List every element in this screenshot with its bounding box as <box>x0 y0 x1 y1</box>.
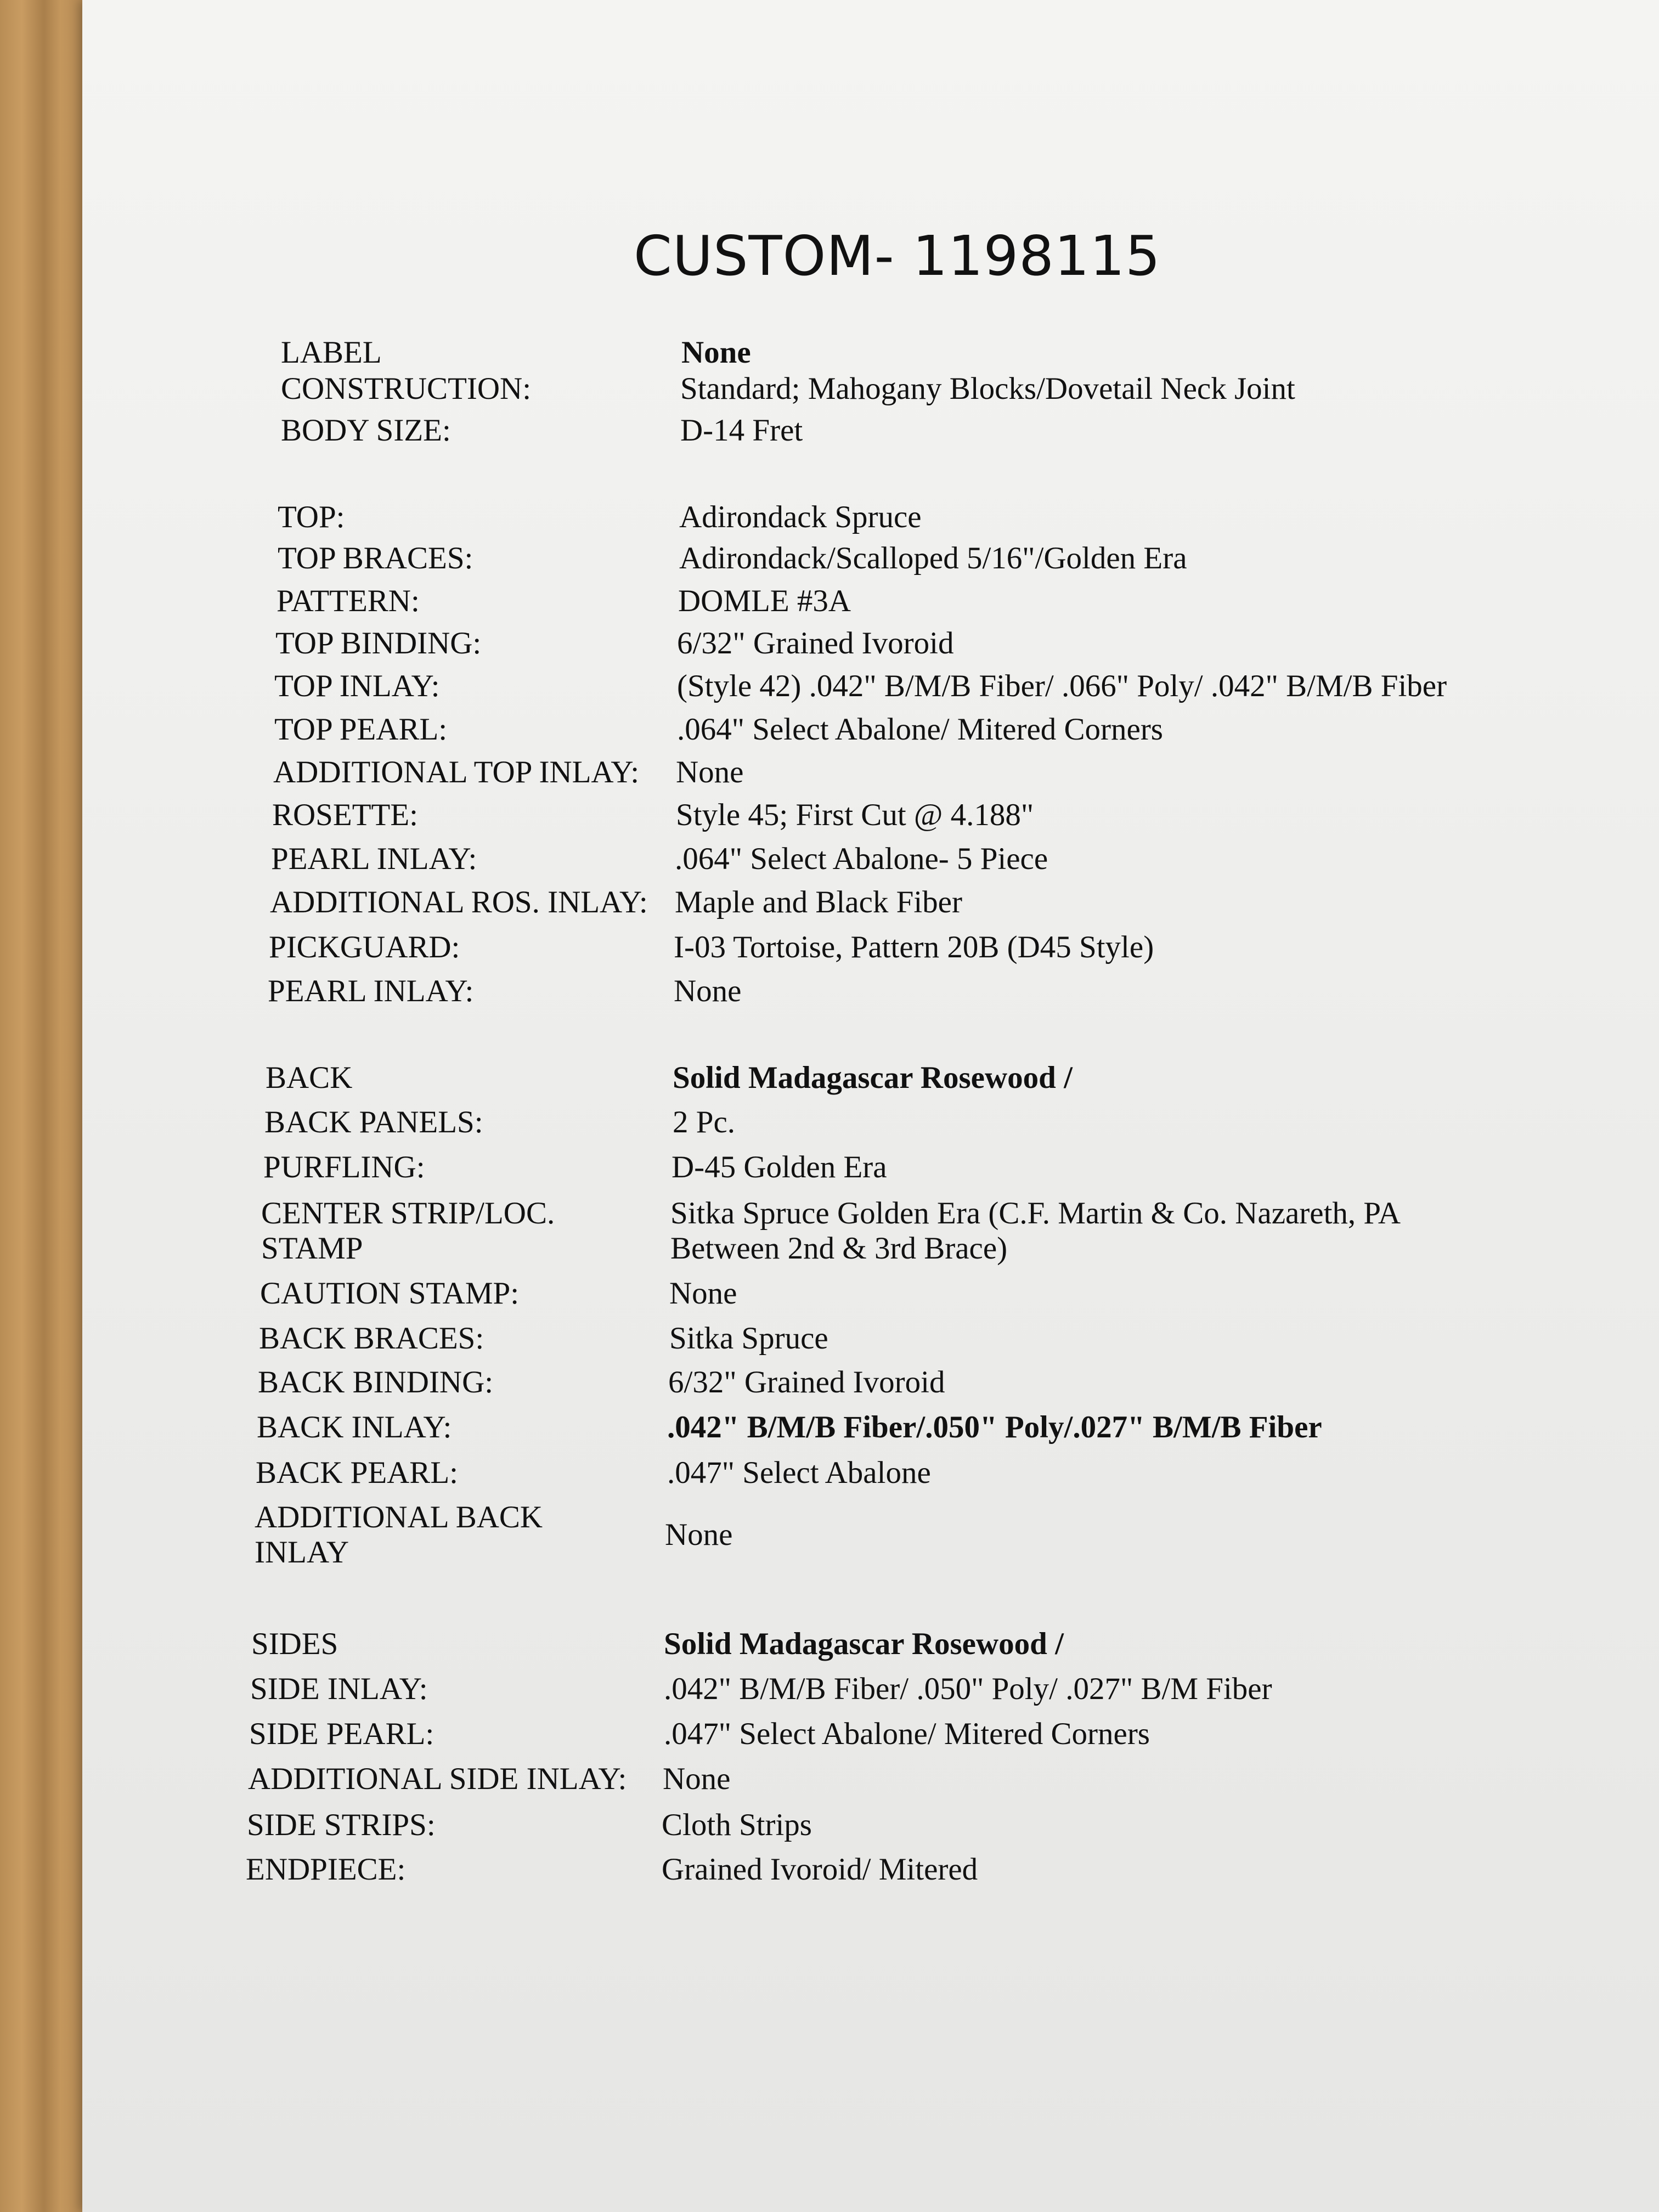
spec-value: .042" B/M/B Fiber/.050" Poly/.027" B/M/B Fiber <box>667 1410 1322 1444</box>
spec-label: ROSETTE: <box>272 798 418 832</box>
spec-label: SIDE PEARL: <box>249 1717 435 1751</box>
spec-value: Maple and Black Fiber <box>675 885 962 919</box>
spec-label: BACK BRACES: <box>259 1321 484 1356</box>
spec-label: SIDE STRIPS: <box>247 1808 436 1842</box>
spec-value: Sitka Spruce Golden Era (C.F. Martin & Co. Nazareth, PA <box>670 1196 1401 1231</box>
spec-label: TOP: <box>278 500 345 534</box>
spec-value: .047" Select Abalone/ Mitered Corners <box>664 1717 1150 1751</box>
spec-label: TOP BINDING: <box>275 626 482 661</box>
spec-value: D-45 Golden Era <box>672 1150 887 1184</box>
spec-label-continued: STAMP <box>261 1231 363 1266</box>
spec-label: BODY SIZE: <box>281 413 451 448</box>
spec-label: PEARL INLAY: <box>271 842 477 876</box>
spec-value: None <box>674 974 742 1008</box>
document-title: CUSTOM- 1198115 <box>634 224 1161 288</box>
spec-value: None <box>676 755 744 789</box>
spec-label: PURFLING: <box>263 1150 425 1184</box>
spec-value: D-14 Fret <box>680 413 803 448</box>
spec-label-continued: INLAY <box>255 1535 349 1570</box>
spec-label: PATTERN: <box>276 584 420 618</box>
spec-value: None <box>681 335 751 370</box>
spec-label: BACK INLAY: <box>257 1410 452 1444</box>
spec-value: DOMLE #3A <box>678 584 851 618</box>
spec-value: Style 45; First Cut @ 4.188" <box>676 798 1034 832</box>
spec-label: BACK PANELS: <box>264 1105 483 1139</box>
spec-label: BACK <box>266 1060 353 1095</box>
spec-label: BACK BINDING: <box>258 1365 494 1400</box>
spec-value: (Style 42) .042" B/M/B Fiber/ .066" Poly/ .042" B/M/B Fiber <box>677 669 1447 703</box>
spec-value: None <box>669 1276 737 1311</box>
spec-label: ENDPIECE: <box>246 1852 406 1887</box>
spec-value-continued: Between 2nd & 3rd Brace) <box>670 1231 1008 1266</box>
spec-label: CENTER STRIP/LOC. <box>261 1196 555 1231</box>
spec-value: 2 Pc. <box>673 1105 735 1139</box>
spec-label: PICKGUARD: <box>269 930 460 964</box>
spec-label: CAUTION STAMP: <box>260 1276 520 1311</box>
spec-value: Solid Madagascar Rosewood / <box>664 1627 1064 1661</box>
spec-value: Sitka Spruce <box>669 1321 828 1356</box>
spec-value: Cloth Strips <box>662 1808 812 1842</box>
spec-label: SIDE INLAY: <box>250 1672 428 1706</box>
spec-label: ADDITIONAL BACK <box>255 1500 543 1534</box>
spec-value: Adirondack Spruce <box>679 500 922 534</box>
spec-value: .047" Select Abalone <box>667 1455 931 1490</box>
spec-value: .064" Select Abalone/ Mitered Corners <box>677 712 1163 747</box>
spec-label: ADDITIONAL TOP INLAY: <box>273 755 640 789</box>
spec-value: I-03 Tortoise, Pattern 20B (D45 Style) <box>674 930 1154 964</box>
spec-value: .064" Select Abalone- 5 Piece <box>675 842 1048 876</box>
spec-value: .042" B/M/B Fiber/ .050" Poly/ .027" B/M Fiber <box>664 1672 1272 1706</box>
spec-value: Solid Madagascar Rosewood / <box>673 1060 1073 1095</box>
spec-value: Grained Ivoroid/ Mitered <box>662 1852 978 1887</box>
spec-label: TOP BRACES: <box>278 541 473 575</box>
spec-label: ADDITIONAL ROS. INLAY: <box>270 885 648 919</box>
spec-label: LABEL <box>281 335 382 370</box>
spec-value: Standard; Mahogany Blocks/Dovetail Neck Joint <box>680 371 1295 406</box>
spec-value: None <box>663 1762 731 1796</box>
spec-label: PEARL INLAY: <box>268 974 474 1008</box>
spec-label: CONSTRUCTION: <box>281 371 532 406</box>
spec-label: ADDITIONAL SIDE INLAY: <box>248 1762 627 1796</box>
spec-value: 6/32" Grained Ivoroid <box>668 1365 945 1400</box>
spec-value: 6/32" Grained Ivoroid <box>677 626 954 661</box>
spec-label: TOP PEARL: <box>274 712 448 747</box>
spec-label: TOP INLAY: <box>274 669 440 703</box>
spec-label: SIDES <box>251 1627 338 1661</box>
spec-value: None <box>665 1517 733 1552</box>
spec-label: BACK PEARL: <box>256 1455 458 1490</box>
spec-value: Adirondack/Scalloped 5/16"/Golden Era <box>679 541 1187 575</box>
